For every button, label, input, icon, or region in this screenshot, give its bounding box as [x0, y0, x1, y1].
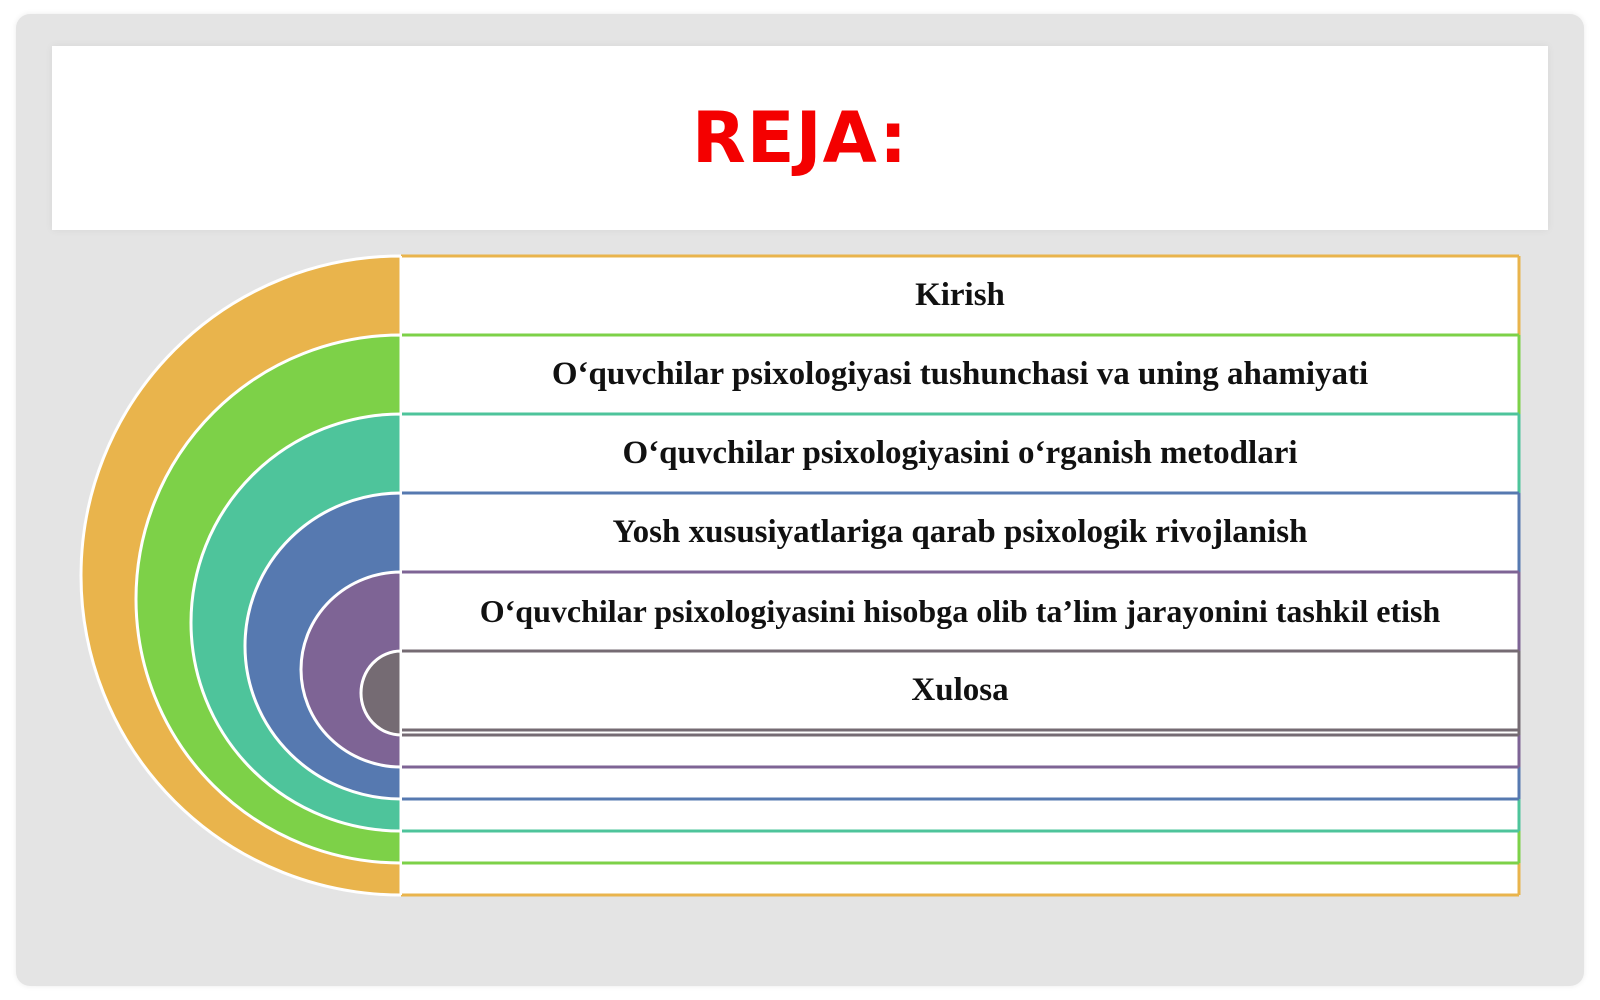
slide-title: REJA:: [691, 97, 909, 179]
agenda-item-methods: [401, 414, 1519, 493]
agenda-item-intro: [401, 256, 1519, 335]
agenda-item-label: O‘quvchilar psixologiyasini hisobga olib ta’lim jarayonini tashkil etish: [479, 593, 1441, 629]
agenda-item-organization: [401, 572, 1519, 651]
agenda-item-label: Xulosa: [911, 672, 1009, 708]
agenda-item-conclusion: [401, 651, 1519, 730]
agenda-item-development: [401, 493, 1519, 572]
agenda-item-label: O‘quvchilar psixologiyasi tushunchasi va uning ahamiyati: [551, 356, 1369, 392]
agenda-item-concept: [401, 335, 1519, 414]
agenda-item-label: Yosh xususiyatlariga qarab psixologik rivojlanish: [612, 514, 1308, 550]
agenda-item-label: O‘quvchilar psixologiyasini o‘rganish metodlari: [622, 435, 1298, 471]
agenda-item-label: Kirish: [915, 277, 1005, 313]
